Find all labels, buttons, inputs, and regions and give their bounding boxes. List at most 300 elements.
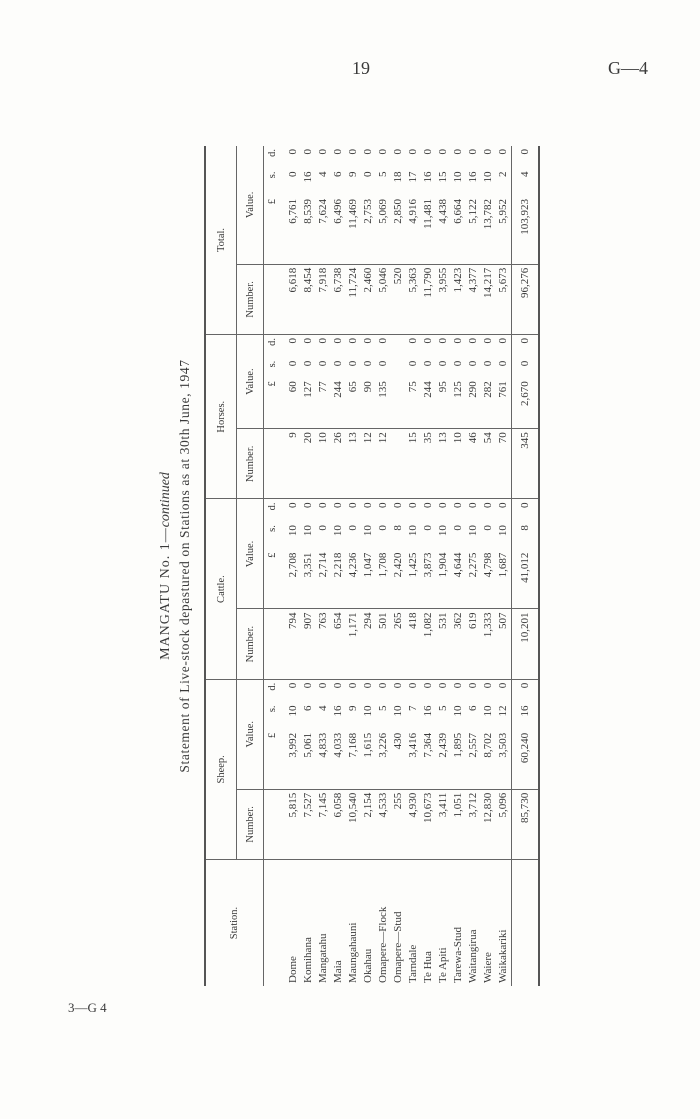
sheep-value-pounds: 3,992 — [280, 730, 301, 789]
total-value-shillings: 5 — [377, 171, 389, 178]
cattle-number: 619 — [466, 609, 481, 679]
total-value-shillings: 17 — [407, 171, 419, 183]
grand-total-number: 96,276 — [512, 264, 540, 334]
horses-value-pounds: 60 — [280, 378, 301, 428]
unit-pound: £ — [264, 550, 281, 609]
total-value-shillings: 18 — [392, 171, 404, 183]
total-value-shillings: 15 — [437, 171, 449, 183]
total-sheep-pounds: 60,240 — [512, 730, 540, 789]
total-horses-pounds: 2,670 — [512, 378, 540, 428]
cattle-value-pence: 0 — [302, 502, 314, 508]
horses-value-pence: 0 — [317, 337, 329, 344]
table-title — [158, 146, 174, 986]
unit-pence: d. — [266, 337, 278, 346]
sheep-value-pence: 0 — [497, 682, 509, 689]
header-cattle-number: Number. — [237, 609, 264, 679]
header-total-number: Number. — [237, 264, 264, 334]
sheep-value-shillings: 10 — [452, 705, 464, 717]
horses-number — [391, 429, 406, 499]
sheep-value-shillings: 7 — [407, 705, 419, 711]
horses-number: 26 — [331, 429, 346, 499]
total-value-shillings: 2 — [497, 171, 509, 178]
sheep-value-pence: 0 — [302, 682, 314, 689]
station-name: Waikakariki — [497, 929, 509, 983]
cattle-number: 362 — [451, 609, 466, 679]
total-value-pence: 0 — [317, 149, 329, 155]
total-value-pence: 0 — [497, 149, 509, 155]
horses-value-pence: 0 — [332, 337, 344, 344]
unit-shilling: s. — [266, 705, 278, 713]
cattle-value-pounds: 4,644 — [451, 550, 466, 609]
total-value-pence: 0 — [452, 149, 464, 155]
total-value-pounds: 11,481 — [421, 196, 436, 264]
sheep-value-pounds: 2,439 — [436, 730, 451, 789]
sheep-value-pence: 0 — [452, 682, 464, 689]
horses-value-pence: 0 — [452, 337, 464, 344]
total-number: 520 — [391, 264, 406, 334]
header-horses: Horses. — [205, 334, 237, 498]
cattle-value-pence: 0 — [467, 502, 479, 508]
cattle-number: 265 — [391, 609, 406, 679]
sheep-value-pence: 0 — [422, 682, 434, 689]
cattle-value-shillings: 0 — [452, 525, 464, 531]
unit-shilling: s. — [266, 171, 278, 179]
total-value-shillings: 0 — [287, 171, 299, 178]
header-sheep-value: Value. — [237, 679, 264, 789]
total-number: 7,918 — [316, 264, 331, 334]
units-row — [264, 146, 281, 986]
sheep-value-pounds: 3,226 — [376, 730, 391, 789]
sheep-number: 10,673 — [421, 789, 436, 859]
total-horses-shillings: 0 — [512, 358, 540, 379]
cattle-value-pence: 0 — [437, 502, 449, 508]
station-name: Tarndale — [407, 944, 419, 983]
horses-value-shillings: 0 — [497, 360, 509, 367]
cattle-value-pounds: 1,708 — [376, 550, 391, 609]
cattle-value-shillings: 10 — [407, 525, 419, 537]
unit-shilling: s. — [266, 525, 278, 532]
total-value-pounds: 2,850 — [391, 196, 406, 264]
horses-value-shillings: 0 — [332, 360, 344, 367]
sheep-value-pounds: 1,615 — [361, 730, 376, 789]
cattle-number: 294 — [361, 609, 376, 679]
horses-value-pounds — [391, 378, 406, 428]
cattle-value-pence: 0 — [422, 502, 434, 508]
cattle-value-pounds: 4,798 — [481, 550, 496, 609]
table-row — [496, 146, 512, 986]
total-value-pounds: 4,916 — [406, 196, 421, 264]
station-name: Mangatahu — [317, 933, 329, 983]
cattle-number: 1,171 — [346, 609, 361, 679]
page-number: 19 — [352, 58, 370, 78]
cattle-value-shillings: 0 — [422, 525, 434, 531]
horses-value-pence: 0 — [362, 337, 374, 344]
table-row — [391, 146, 406, 986]
sheep-value-pounds: 1,895 — [451, 730, 466, 789]
header-cattle-value: Value. — [237, 499, 264, 609]
table-row — [331, 146, 346, 986]
sheep-value-shillings: 5 — [437, 705, 449, 711]
horses-number: 70 — [496, 429, 512, 499]
total-number: 4,377 — [466, 264, 481, 334]
horses-number: 46 — [466, 429, 481, 499]
total-number: 1,423 — [451, 264, 466, 334]
horses-value-pence: 0 — [422, 337, 434, 344]
total-value-pence: 0 — [437, 149, 449, 155]
sheep-number: 1,051 — [451, 789, 466, 859]
sheep-value-shillings: 16 — [422, 705, 434, 717]
sheep-value-shillings: 10 — [482, 705, 494, 717]
total-value-pounds: 13,782 — [481, 196, 496, 264]
sheep-number: 7,527 — [301, 789, 316, 859]
table-subtitle: Statement of Live-stock depastured on Stations as at 30th June, 1947 — [177, 359, 192, 773]
cattle-number: 907 — [301, 609, 316, 679]
sheep-value-pence: 0 — [482, 682, 494, 689]
total-sheep-number: 85,730 — [512, 789, 540, 859]
sheep-number: 4,930 — [406, 789, 421, 859]
document-code: G—4 — [608, 58, 648, 78]
total-number: 14,217 — [481, 264, 496, 334]
cattle-value-pence: 0 — [452, 502, 464, 508]
horses-value-shillings — [391, 358, 406, 379]
cattle-number: 501 — [376, 609, 391, 679]
total-value-pence: 0 — [347, 149, 359, 155]
total-value-pence: 0 — [362, 149, 374, 155]
total-value-shillings: 16 — [467, 171, 479, 183]
total-value-pounds: 6,664 — [451, 196, 466, 264]
station-name: Omapere—Flock — [377, 906, 389, 983]
total-value-pence: 0 — [302, 149, 314, 155]
sheep-number: 2,154 — [361, 789, 376, 859]
total-cattle-pounds: 41,012 — [512, 550, 540, 609]
cattle-value-pence: 0 — [332, 502, 344, 508]
total-value-pounds: 5,069 — [376, 196, 391, 264]
grand-total-shillings: 4 — [512, 169, 540, 196]
unit-pound: £ — [264, 730, 281, 789]
sheep-number: 6,058 — [331, 789, 346, 859]
horses-number: 20 — [301, 429, 316, 499]
horses-value-pounds: 244 — [421, 378, 436, 428]
total-value-pounds: 6,496 — [331, 196, 346, 264]
horses-number: 12 — [376, 429, 391, 499]
cattle-value-pounds: 1,047 — [361, 550, 376, 609]
total-value-shillings: 16 — [422, 171, 434, 183]
horses-number: 13 — [346, 429, 361, 499]
sheep-number: 3,712 — [466, 789, 481, 859]
sheep-value-pence: 0 — [362, 682, 374, 689]
station-name: Dome — [287, 956, 299, 983]
table-row — [406, 146, 421, 986]
sheep-value-shillings: 10 — [362, 705, 374, 717]
sheep-value-shillings: 6 — [467, 705, 479, 711]
total-cattle-number: 10,201 — [512, 609, 540, 679]
total-number: 5,046 — [376, 264, 391, 334]
horses-value-shillings: 0 — [287, 360, 299, 367]
cattle-value-shillings: 10 — [332, 525, 344, 537]
grand-total-pence: 0 — [512, 146, 540, 169]
table-row — [376, 146, 391, 986]
header-total-value: Value. — [237, 146, 264, 264]
header-horses-value: Value. — [237, 334, 264, 428]
cattle-number: 1,082 — [421, 609, 436, 679]
total-sheep-shillings: 16 — [512, 702, 540, 729]
total-horses-number: 345 — [512, 429, 540, 499]
horses-value-shillings: 0 — [407, 360, 419, 367]
unit-shilling: s. — [266, 360, 278, 368]
total-number: 3,955 — [436, 264, 451, 334]
cattle-value-pence: 0 — [317, 502, 329, 508]
cattle-value-pounds: 2,714 — [316, 550, 331, 609]
table-row — [466, 146, 481, 986]
total-cattle-pence: 0 — [512, 499, 540, 522]
total-value-pounds: 5,122 — [466, 196, 481, 264]
horses-value-pounds: 761 — [496, 378, 512, 428]
sheep-value-pounds: 4,033 — [331, 730, 346, 789]
sheep-number: 5,815 — [280, 789, 301, 859]
cattle-number: 763 — [316, 609, 331, 679]
total-number: 11,724 — [346, 264, 361, 334]
horses-number: 10 — [316, 429, 331, 499]
sheep-number: 10,540 — [346, 789, 361, 859]
horses-value-pounds: 282 — [481, 378, 496, 428]
sheep-value-pence: 0 — [347, 682, 359, 689]
station-name: Omapere—Stud — [392, 911, 404, 983]
horses-value-shillings: 0 — [422, 360, 434, 367]
total-value-pence: 0 — [422, 149, 434, 155]
cattle-value-pounds: 3,351 — [301, 550, 316, 609]
sheep-number: 7,145 — [316, 789, 331, 859]
total-value-shillings: 10 — [482, 171, 494, 183]
cattle-number: 794 — [280, 609, 301, 679]
rotated-table-block — [158, 146, 548, 986]
station-name: Tarewa-Stud — [452, 926, 464, 983]
sheep-value-pence: 0 — [407, 682, 419, 689]
horses-value-shillings: 0 — [482, 360, 494, 367]
sheep-value-pence: 0 — [377, 682, 389, 689]
sheep-number: 5,096 — [496, 789, 512, 859]
total-value-pence: 0 — [407, 149, 419, 155]
horses-value-pounds: 290 — [466, 378, 481, 428]
title-continued: continued — [158, 472, 173, 528]
horses-value-pence: 0 — [437, 337, 449, 344]
total-value-shillings: 9 — [347, 171, 359, 178]
total-value-pence: 0 — [482, 149, 494, 155]
total-number: 5,673 — [496, 264, 512, 334]
cattle-value-pounds: 2,420 — [391, 550, 406, 609]
cattle-value-pounds: 2,708 — [280, 550, 301, 609]
horses-number: 15 — [406, 429, 421, 499]
table-row — [280, 146, 301, 986]
total-value-pounds: 5,952 — [496, 196, 512, 264]
cattle-value-pounds: 1,687 — [496, 550, 512, 609]
total-value-shillings: 16 — [302, 171, 314, 183]
total-value-shillings: 4 — [317, 171, 329, 178]
cattle-value-pence: 0 — [347, 502, 359, 508]
footer-code: 3—G 4 — [68, 1000, 107, 1015]
cattle-value-shillings: 0 — [482, 525, 494, 531]
sheep-value-pounds: 8,702 — [481, 730, 496, 789]
horses-value-pounds: 135 — [376, 378, 391, 428]
sheep-value-pounds: 430 — [391, 730, 406, 789]
sheep-value-shillings: 9 — [347, 705, 359, 711]
station-name: Te Hua — [422, 951, 434, 983]
title-line1: MANGATU No. 1— — [158, 527, 173, 660]
sheep-value-pounds: 7,168 — [346, 730, 361, 789]
horses-number: 12 — [361, 429, 376, 499]
cattle-value-shillings: 10 — [362, 525, 374, 537]
header-sheep: Sheep. — [205, 679, 237, 859]
total-value-pence: 0 — [377, 149, 389, 155]
total-value-pence: 0 — [287, 149, 299, 155]
horses-value-shillings: 0 — [377, 360, 389, 367]
sheep-number: 12,830 — [481, 789, 496, 859]
sheep-value-pence: 0 — [392, 682, 404, 689]
sheep-value-pounds: 2,557 — [466, 730, 481, 789]
table-row — [451, 146, 466, 986]
station-name: Okahau — [362, 948, 374, 983]
total-value-pence: 0 — [467, 149, 479, 155]
horses-value-pounds: 75 — [406, 378, 421, 428]
horses-value-pence: 0 — [497, 337, 509, 344]
sheep-value-pounds: 7,364 — [421, 730, 436, 789]
total-number: 8,454 — [301, 264, 316, 334]
sheep-value-shillings: 16 — [332, 705, 344, 717]
horses-number: 9 — [280, 429, 301, 499]
header-cattle: Cattle. — [205, 499, 237, 679]
station-name: Komihana — [302, 937, 314, 983]
sheep-value-shillings: 5 — [377, 705, 389, 711]
total-number: 6,738 — [331, 264, 346, 334]
horses-number: 10 — [451, 429, 466, 499]
station-name: Maia — [332, 960, 344, 983]
horses-value-pounds: 90 — [361, 378, 376, 428]
sheep-value-pounds: 3,503 — [496, 730, 512, 789]
sheep-value-shillings: 4 — [317, 705, 329, 711]
cattle-value-shillings: 10 — [467, 525, 479, 537]
total-value-pounds: 7,624 — [316, 196, 331, 264]
unit-pound: £ — [264, 196, 281, 264]
horses-value-pounds: 244 — [331, 378, 346, 428]
table-row — [316, 146, 331, 986]
horses-value-shillings: 0 — [347, 360, 359, 367]
horses-value-pounds: 77 — [316, 378, 331, 428]
unit-pence: d. — [266, 149, 278, 157]
livestock-table — [204, 146, 540, 986]
cattle-value-pounds: 2,275 — [466, 550, 481, 609]
horses-value-pounds: 65 — [346, 378, 361, 428]
station-name: Waiere — [482, 952, 494, 983]
total-value-shillings: 6 — [332, 171, 344, 178]
total-cattle-shillings: 8 — [512, 522, 540, 549]
total-number: 11,790 — [421, 264, 436, 334]
total-value-pence: 0 — [392, 149, 404, 155]
cattle-value-shillings: 10 — [437, 525, 449, 537]
horses-value-pounds: 95 — [436, 378, 451, 428]
sheep-value-pounds: 4,833 — [316, 730, 331, 789]
station-name: Maungahauni — [347, 922, 359, 983]
table-row — [301, 146, 316, 986]
sheep-value-pence: 0 — [287, 682, 299, 689]
horses-value-shillings: 0 — [452, 360, 464, 367]
horses-value-shillings: 0 — [302, 360, 314, 367]
cattle-value-pence: 0 — [497, 502, 509, 508]
cattle-value-pounds: 2,218 — [331, 550, 346, 609]
cattle-value-pounds: 4,236 — [346, 550, 361, 609]
unit-pence: d. — [266, 502, 278, 511]
table-row — [421, 146, 436, 986]
header-horses-number: Number. — [237, 429, 264, 499]
total-value-pence: 0 — [332, 149, 344, 155]
sheep-number: 255 — [391, 789, 406, 859]
horses-value-shillings: 0 — [467, 360, 479, 367]
sheep-value-pence: 0 — [317, 682, 329, 689]
cattle-number: 654 — [331, 609, 346, 679]
header-sheep-number: Number. — [237, 789, 264, 859]
cattle-number: 418 — [406, 609, 421, 679]
cattle-value-pence: 0 — [377, 502, 389, 508]
total-value-pounds: 4,438 — [436, 196, 451, 264]
header-total: Total. — [205, 146, 237, 334]
horses-value-pence: 0 — [302, 337, 314, 344]
cattle-value-shillings: 0 — [317, 525, 329, 531]
horses-value-pence: 0 — [407, 337, 419, 344]
horses-value-pounds: 125 — [451, 378, 466, 428]
station-name: Te Apiti — [437, 947, 449, 983]
unit-pound: £ — [264, 378, 281, 428]
horses-value-shillings: 0 — [362, 360, 374, 367]
cattle-value-shillings: 10 — [287, 525, 299, 537]
cattle-value-pence: 0 — [407, 502, 419, 508]
table-row — [346, 146, 361, 986]
horses-value-shillings: 0 — [317, 360, 329, 367]
cattle-value-pence: 0 — [392, 502, 404, 508]
station-name: Waitangirua — [467, 929, 479, 983]
totals-row — [512, 146, 540, 986]
total-value-pounds: 11,469 — [346, 196, 361, 264]
total-value-pounds: 6,761 — [280, 196, 301, 264]
grand-total-pounds: 103,923 — [512, 196, 540, 264]
total-value-pounds: 2,753 — [361, 196, 376, 264]
total-value-shillings: 10 — [452, 171, 464, 183]
cattle-value-pence: 0 — [482, 502, 494, 508]
cattle-value-pounds: 1,425 — [406, 550, 421, 609]
table-row — [361, 146, 376, 986]
table-row — [481, 146, 496, 986]
sheep-value-shillings: 6 — [302, 705, 314, 711]
cattle-value-pounds: 1,904 — [436, 550, 451, 609]
cattle-value-shillings: 0 — [377, 525, 389, 531]
cattle-value-shillings: 0 — [347, 525, 359, 531]
cattle-value-shillings: 8 — [392, 525, 404, 531]
horses-value-pence — [391, 334, 406, 357]
horses-value-pence: 0 — [347, 337, 359, 344]
total-value-pounds: 8,539 — [301, 196, 316, 264]
total-horses-pence: 0 — [512, 334, 540, 357]
cattle-number: 507 — [496, 609, 512, 679]
cattle-value-shillings: 10 — [302, 525, 314, 537]
sheep-number: 4,533 — [376, 789, 391, 859]
horses-number: 13 — [436, 429, 451, 499]
horses-value-pence: 0 — [482, 337, 494, 344]
sheep-number: 3,411 — [436, 789, 451, 859]
total-value-shillings: 0 — [362, 171, 374, 178]
cattle-number: 531 — [436, 609, 451, 679]
cattle-value-shillings: 10 — [497, 525, 509, 537]
sheep-value-pence: 0 — [332, 682, 344, 689]
sheep-value-shillings: 12 — [497, 705, 509, 717]
header-station: Station. — [205, 860, 264, 987]
total-number: 5,363 — [406, 264, 421, 334]
